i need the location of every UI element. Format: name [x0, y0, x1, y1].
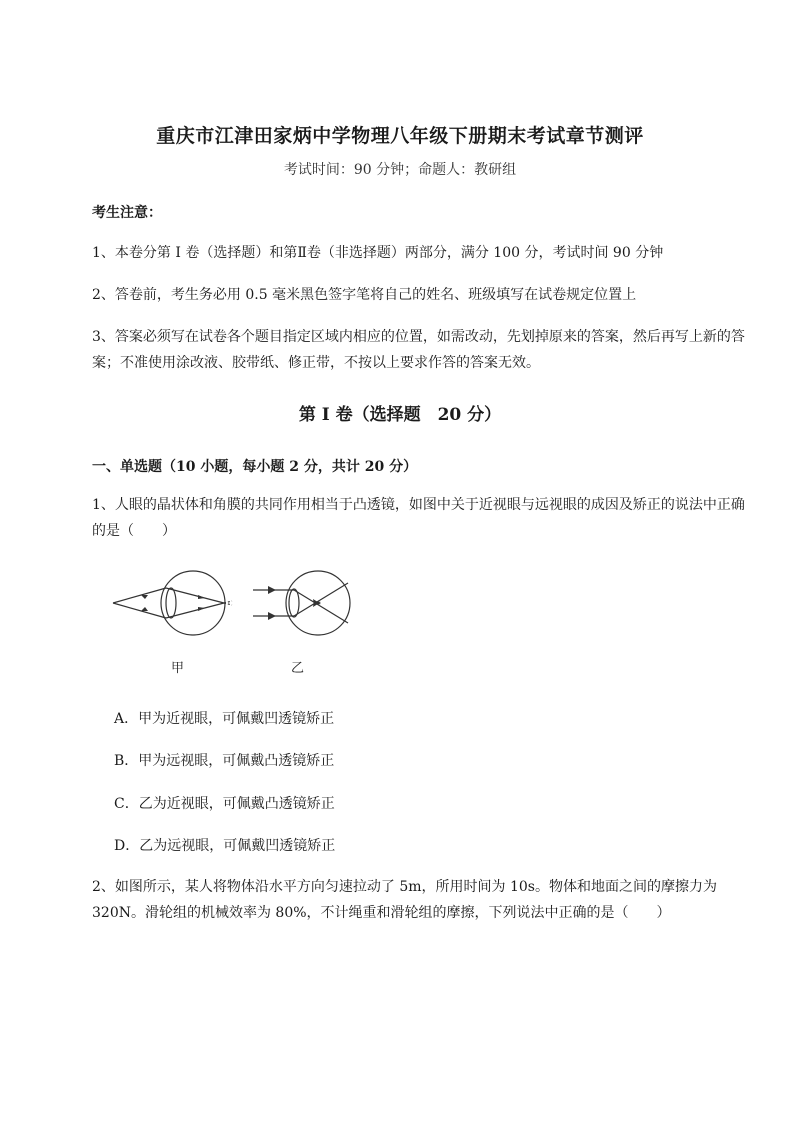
section-title: 第 I 卷（选择题 20 分） [298, 405, 502, 425]
figure-label-yi: 乙 [291, 661, 305, 676]
question-2-stem: 2、如图所示，某人将物体沿水平方向匀速拉动了 5m，所用时间为 10s。物体和地面之间的摩擦力为 320N。滑轮组的机械效率为 80%，不计绳重和滑轮组的摩擦，下列说法中正确的是（ ） [92, 879, 717, 921]
part-heading: 一、单选题（10 小题，每小题 2 分，共计 20 分） [92, 459, 418, 475]
figure-label-jia: 甲 [171, 661, 185, 676]
notice-item: 1、本卷分第 I 卷（选择题）和第Ⅱ卷（非选择题）两部分，满分 100 分，考试时间 90 分钟 [92, 245, 664, 261]
eye-diagram-figure [108, 568, 368, 683]
option-b[interactable]: B．甲为远视眼，可佩戴凸透镜矫正 [114, 753, 335, 769]
page-title: 重庆市江津田家炳中学物理八年级下册期末考试章节测评 [156, 125, 644, 147]
option-d[interactable]: D．乙为远视眼，可佩戴凹透镜矫正 [114, 838, 336, 854]
exam-subtitle: 考试时间：90 分钟；命题人：教研组 [283, 162, 517, 178]
option-c[interactable]: C．乙为近视眼，可佩戴凸透镜矫正 [114, 796, 335, 812]
notice-item: 3、答案必须写在试卷各个题目指定区域内相应的位置，如需改动，先划掉原来的答案，然后再写上新的答案；不准使用涂改液、胶带纸、修正带，不按以上要求作答的答案无效。 [92, 329, 745, 371]
notice-heading: 考生注意： [92, 205, 162, 221]
question-1-stem: 1、人眼的晶状体和角膜的共同作用相当于凸透镜，如图中关于近视眼与远视眼的成因及矫正的说法中正确的是（ ） [92, 497, 745, 539]
notice-item: 2、答卷前，考生务必用 0.5 毫米黑色签字笔将自己的姓名、班级填写在试卷规定位置上 [92, 287, 637, 303]
eye-diagram-yi [253, 571, 350, 635]
eye-diagram-jia [113, 571, 232, 635]
option-a[interactable]: A．甲为近视眼，可佩戴凹透镜矫正 [114, 711, 335, 727]
